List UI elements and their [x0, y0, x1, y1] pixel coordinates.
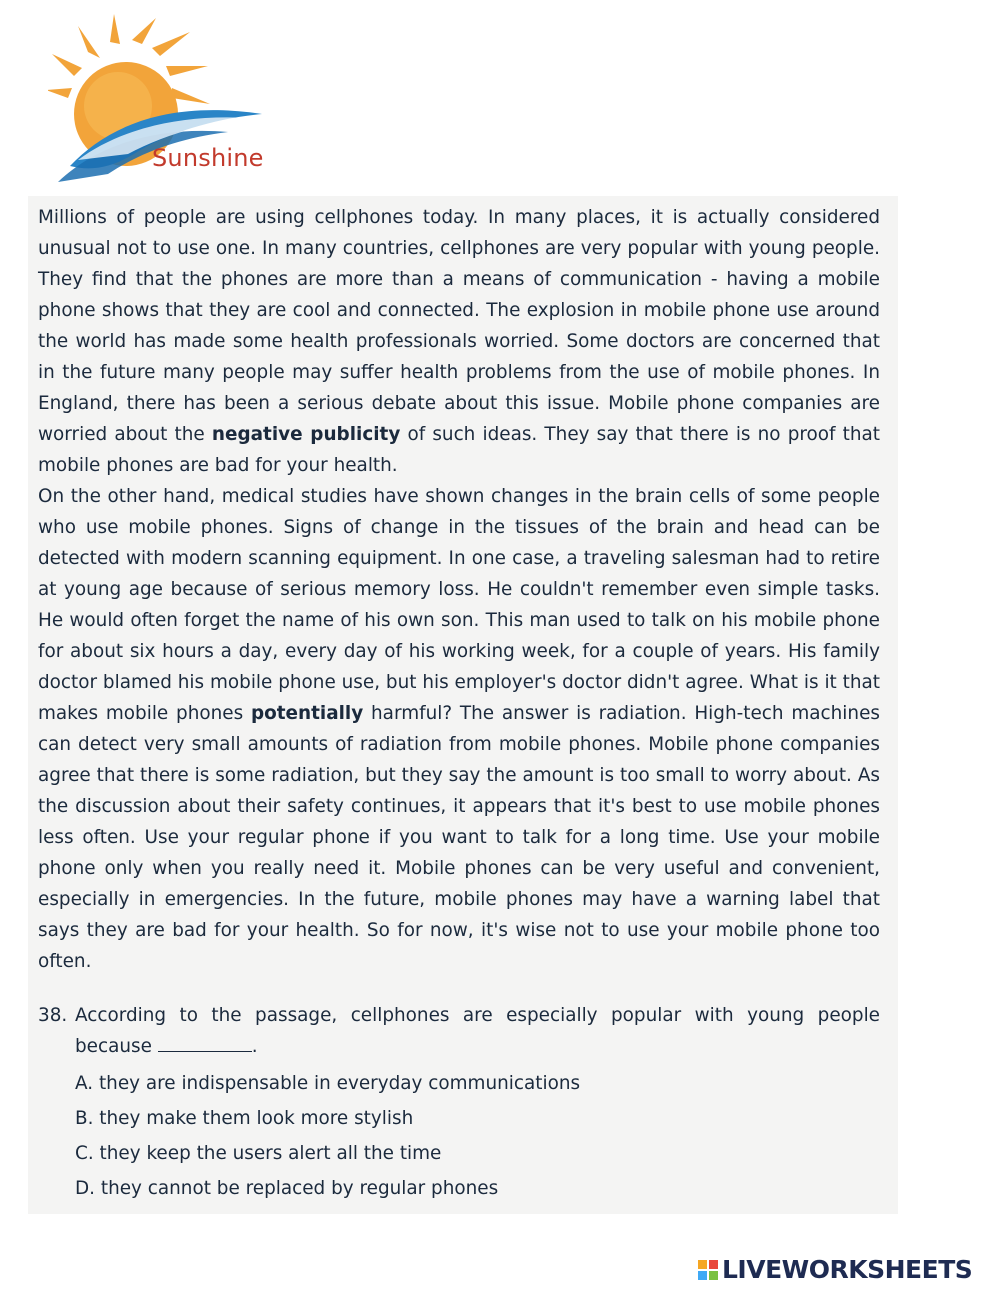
reading-passage	[38, 202, 880, 977]
question-stem: 38. According to the passage, cellphones are especially popular with young people because .	[38, 1000, 880, 1062]
answer-blank[interactable]	[158, 1033, 252, 1052]
question-38	[38, 1000, 880, 1206]
bold-word-potentially: potentially	[250, 703, 364, 724]
option-a[interactable]: A. they are indispensable in everyday communications	[75, 1073, 581, 1094]
question-number: 38.	[38, 1005, 68, 1026]
question-text: According to the passage, cellphones are especially popular with young people because	[75, 1005, 880, 1057]
option-c[interactable]: C. they keep the users alert all the time	[75, 1143, 442, 1164]
option-d[interactable]: D. they cannot be replaced by regular phones	[75, 1178, 499, 1199]
logo-text: Sunshine	[152, 144, 264, 172]
paragraph-1: Millions of people are using cellphones today. In many places, it is actually considered unusual not to use one. In many countries, cellphones are very popular with young people. They find that the phones are more than a means of communication - having a mobile phone shows that they are cool and connected. The explosion in mobile phone use around the world has made some health professionals worried. Some doctors are concerned that in the future many people may suffer health problems from the use of mobile phones. In England, there has been a serious debate about this issue. Mobile phone companies are worried about the negative publicity of such ideas. They say that there is no proof that mobile phones are bad for your health.	[38, 207, 881, 476]
paragraph-2: On the other hand, medical studies have shown changes in the brain cells of some people who use mobile phones. Signs of change in the tissues of the brain and head can be detected with modern scanning equipment. In one case, a traveling salesman had to retire at young age because of serious memory loss. He couldn't remember even simple tasks. He would often forget the name of his own son. This man used to talk on his mobile phone for about six hours a day, every day of his working week, for a couple of years. His family doctor blamed his mobile phone use, but his employer's doctor didn't agree. What is it that makes mobile phones potentially harmful? The answer is radiation. High-tech machines can detect very small amounts of radiation from mobile phones. Mobile phone companies agree that there is some radiation, but they say the amount is too small to worry about. As the discussion about their safety continues, it appears that it's best to use mobile phones less often. Use your regular phone if you want to talk for a long time. Use your mobile phone only when you really need it. Mobile phones can be very useful and convenient, especially in emergencies. In the future, mobile phones may have a warning label that says they are bad for your health. So for now, it's wise not to use your mobile phone too often.	[38, 486, 880, 972]
liveworksheets-text: LIVEWORKSHEETS	[722, 1255, 973, 1284]
bold-phrase-negative-publicity: negative publicity	[211, 424, 401, 445]
sunshine-logo	[48, 14, 278, 184]
liveworksheets-logo	[698, 1255, 972, 1284]
option-b[interactable]: B. they make them look more stylish	[75, 1108, 414, 1129]
liveworksheets-icon	[698, 1260, 718, 1280]
answer-options	[75, 1066, 880, 1206]
